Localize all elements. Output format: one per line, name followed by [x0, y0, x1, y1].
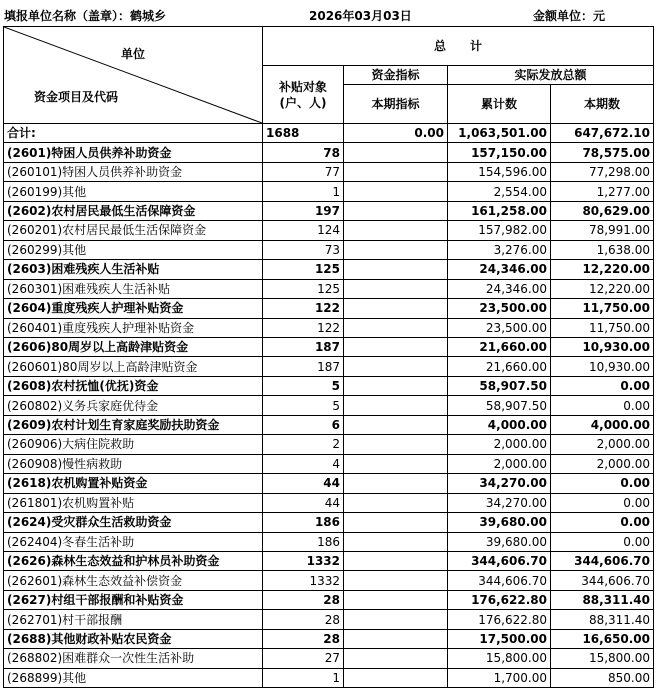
- fund-item-cell: (260908)慢性病救助: [4, 454, 263, 473]
- period-amount-cell: 10,930.00: [551, 357, 654, 376]
- beneficiaries-cell: 186: [263, 513, 344, 532]
- table-row: [4, 415, 654, 434]
- fund-item-cell: (262404)冬春生活补助: [4, 532, 263, 551]
- beneficiaries-cell: 186: [263, 532, 344, 551]
- beneficiaries-cell: 77: [263, 162, 344, 181]
- fund-item-cell: (260199)其他: [4, 182, 263, 201]
- period-amount-cell: 0.00: [551, 376, 654, 395]
- fund-item-cell: (260299)其他: [4, 240, 263, 259]
- fund-item-cell: (2603)困难残疾人生活补贴: [4, 260, 263, 279]
- period-index-cell: [344, 201, 448, 220]
- period-amount-cell: 850.00: [551, 668, 654, 687]
- report-header: [0, 0, 656, 26]
- cumulative-cell: 157,150.00: [448, 143, 551, 162]
- table-row: [4, 143, 654, 162]
- corner-project-label: 资金项目及代码: [34, 90, 119, 104]
- fund-item-cell: (260301)困难残疾人生活补贴: [4, 279, 263, 298]
- period-amount-cell: 12,220.00: [551, 279, 654, 298]
- period-index-cell: [344, 668, 448, 687]
- cumulative-cell: 4,000.00: [448, 415, 551, 434]
- currency-unit: 金额单位：元: [533, 9, 606, 23]
- cumulative-cell: 21,660.00: [448, 337, 551, 356]
- beneficiaries-cell: 78: [263, 143, 344, 162]
- beneficiaries-cell: 1: [263, 182, 344, 201]
- cumulative-cell: 58,907.50: [448, 396, 551, 415]
- period-amount-cell: 344,606.70: [551, 571, 654, 590]
- fund-item-cell: (2608)农村抚恤(优抚)资金: [4, 376, 263, 395]
- cumulative-cell: 3,276.00: [448, 240, 551, 259]
- table-row: [4, 532, 654, 551]
- beneficiaries-cell: 28: [263, 590, 344, 609]
- table-row: [4, 260, 654, 279]
- fund-item-cell: (2627)村组干部报酬和补贴资金: [4, 590, 263, 609]
- cumulative-cell: 24,346.00: [448, 260, 551, 279]
- fund-item-cell: (2618)农机购置补贴资金: [4, 474, 263, 493]
- cumulative-cell: 344,606.70: [448, 571, 551, 590]
- period-index-cell: [344, 649, 448, 668]
- table-row: [4, 590, 654, 609]
- fund-item-cell: (2602)农村居民最低生活保障资金: [4, 201, 263, 220]
- table-row: [4, 513, 654, 532]
- table-row: [4, 221, 654, 240]
- period-amount-cell: 0.00: [551, 493, 654, 512]
- cumulative-cell: 2,000.00: [448, 435, 551, 454]
- period-amount-cell: 2,000.00: [551, 435, 654, 454]
- total-group-header: 总 计: [263, 27, 654, 66]
- total-index: 0.00: [344, 124, 448, 143]
- beneficiaries-cell: 44: [263, 474, 344, 493]
- fund-item-cell: (260401)重度残疾人护理补贴资金: [4, 318, 263, 337]
- period-amount-cell: 1,638.00: [551, 240, 654, 259]
- fund-item-cell: (2606)80周岁以上高龄津贴资金: [4, 337, 263, 356]
- period-index-cell: [344, 260, 448, 279]
- table-row: [4, 201, 654, 220]
- actual-amount-header: 实际发放总额: [448, 66, 654, 85]
- beneficiaries-cell: 2: [263, 435, 344, 454]
- total-beneficiaries: 1688: [263, 124, 344, 143]
- cumulative-cell: 344,606.70: [448, 551, 551, 570]
- beneficiaries-cell: 28: [263, 610, 344, 629]
- period-index-cell: [344, 513, 448, 532]
- period-amount-cell: 15,800.00: [551, 649, 654, 668]
- table-row: [4, 668, 654, 687]
- table-row: [4, 279, 654, 298]
- period-index-cell: [344, 279, 448, 298]
- period-index-cell: [344, 318, 448, 337]
- beneficiaries-cell: 1: [263, 668, 344, 687]
- beneficiaries-cell: 27: [263, 649, 344, 668]
- period-index-cell: [344, 474, 448, 493]
- beneficiaries-cell: 5: [263, 396, 344, 415]
- beneficiaries-cell: 44: [263, 493, 344, 512]
- table-row: [4, 357, 654, 376]
- fund-item-cell: (262601)森林生态效益补偿资金: [4, 571, 263, 590]
- period-index-cell: [344, 590, 448, 609]
- period-amount-cell: 2,000.00: [551, 454, 654, 473]
- table-row: [4, 299, 654, 318]
- period-amount-cell: 344,606.70: [551, 551, 654, 570]
- fund-item-cell: (262701)村干部报酬: [4, 610, 263, 629]
- corner-unit-label: 单位: [120, 47, 145, 61]
- period-amount-cell: 0.00: [551, 532, 654, 551]
- report-date: 2026年03月03日: [309, 9, 412, 23]
- period-amount-cell: 80,629.00: [551, 201, 654, 220]
- fund-item-cell: (260101)特困人员供养补助资金: [4, 162, 263, 181]
- period-amount-cell: 78,575.00: [551, 143, 654, 162]
- period-index-cell: [344, 532, 448, 551]
- beneficiaries-cell: 1332: [263, 551, 344, 570]
- cumulative-cell: 24,346.00: [448, 279, 551, 298]
- beneficiaries-cell: 124: [263, 221, 344, 240]
- fund-index-header: 资金指标: [344, 66, 448, 85]
- period-amount-cell: 11,750.00: [551, 299, 654, 318]
- period-amount-cell: 10,930.00: [551, 337, 654, 356]
- cumulative-cell: 157,982.00: [448, 221, 551, 240]
- cumulative-cell: 2,000.00: [448, 454, 551, 473]
- period-amount-cell: 16,650.00: [551, 629, 654, 648]
- cumulative-cell: 1,700.00: [448, 668, 551, 687]
- period-amount-cell: 0.00: [551, 513, 654, 532]
- beneficiaries-cell: 6: [263, 415, 344, 434]
- period-index-header: 本期指标: [344, 85, 448, 124]
- fund-item-cell: (2601)特困人员供养补助资金: [4, 143, 263, 162]
- beneficiaries-cell: 125: [263, 260, 344, 279]
- cumulative-cell: 39,680.00: [448, 532, 551, 551]
- total-label: 合计:: [4, 124, 263, 143]
- period-index-cell: [344, 376, 448, 395]
- total-cumulative: 1,063,501.00: [448, 124, 551, 143]
- reporting-unit: 填报单位名称（盖章）：鹤城乡: [4, 9, 167, 23]
- table-row: [4, 182, 654, 201]
- period-index-cell: [344, 396, 448, 415]
- cumulative-cell: 23,500.00: [448, 318, 551, 337]
- fund-item-cell: (2609)农村计划生育家庭奖励扶助资金: [4, 415, 263, 434]
- fund-item-cell: (2688)其他财政补贴农民资金: [4, 629, 263, 648]
- period-amount-cell: 78,991.00: [551, 221, 654, 240]
- period-index-cell: [344, 221, 448, 240]
- cumulative-cell: 15,800.00: [448, 649, 551, 668]
- fund-item-cell: (2624)受灾群众生活救助资金: [4, 513, 263, 532]
- cumulative-cell: 154,596.00: [448, 162, 551, 181]
- table-row: [4, 435, 654, 454]
- cumulative-cell: 161,258.00: [448, 201, 551, 220]
- table-row: [4, 162, 654, 181]
- cumulative-cell: 23,500.00: [448, 299, 551, 318]
- fund-item-cell: (268802)困难群众一次性生活补助: [4, 649, 263, 668]
- period-index-cell: [344, 143, 448, 162]
- period-amount-cell: 11,750.00: [551, 318, 654, 337]
- fund-item-cell: (260201)农村居民最低生活保障资金: [4, 221, 263, 240]
- cumulative-cell: 39,680.00: [448, 513, 551, 532]
- period-amount-cell: 88,311.40: [551, 590, 654, 609]
- cumulative-cell: 176,622.80: [448, 610, 551, 629]
- beneficiaries-cell: 4: [263, 454, 344, 473]
- cumulative-cell: 58,907.50: [448, 376, 551, 395]
- table-row: [4, 454, 654, 473]
- beneficiaries-cell: 187: [263, 357, 344, 376]
- beneficiaries-header: 补贴对象(户、人): [263, 66, 344, 124]
- period-index-cell: [344, 610, 448, 629]
- table-row: [4, 474, 654, 493]
- period-amount-cell: 4,000.00: [551, 415, 654, 434]
- cumulative-cell: 176,622.80: [448, 590, 551, 609]
- period-index-cell: [344, 415, 448, 434]
- cumulative-cell: 34,270.00: [448, 493, 551, 512]
- subsidy-report-table: [3, 26, 654, 688]
- cumulative-cell: 17,500.00: [448, 629, 551, 648]
- table-row: [4, 649, 654, 668]
- fund-item-cell: (261801)农机购置补贴: [4, 493, 263, 512]
- cumulative-cell: 34,270.00: [448, 474, 551, 493]
- table-row: [4, 571, 654, 590]
- total-row: [4, 124, 654, 143]
- cumulative-cell: 21,660.00: [448, 357, 551, 376]
- table-row: [4, 493, 654, 512]
- diagonal-line: [4, 27, 262, 123]
- period-index-cell: [344, 571, 448, 590]
- period-amount-cell: 88,311.40: [551, 610, 654, 629]
- cumulative-cell: 2,554.00: [448, 182, 551, 201]
- beneficiaries-cell: 197: [263, 201, 344, 220]
- beneficiaries-cell: 28: [263, 629, 344, 648]
- beneficiaries-cell: 122: [263, 299, 344, 318]
- fund-item-cell: (260802)义务兵家庭优待金: [4, 396, 263, 415]
- period-amount-cell: 0.00: [551, 396, 654, 415]
- table-row: [4, 240, 654, 259]
- period-index-cell: [344, 357, 448, 376]
- corner-header-cell: [4, 27, 263, 124]
- table-row: [4, 610, 654, 629]
- beneficiaries-cell: 122: [263, 318, 344, 337]
- period-amount-header: 本期数: [551, 85, 654, 124]
- table-row: [4, 318, 654, 337]
- table-row: [4, 551, 654, 570]
- fund-item-cell: (2604)重度残疾人护理补贴资金: [4, 299, 263, 318]
- period-amount-cell: 12,220.00: [551, 260, 654, 279]
- beneficiaries-cell: 187: [263, 337, 344, 356]
- table-row: [4, 337, 654, 356]
- fund-item-cell: (260906)大病住院救助: [4, 435, 263, 454]
- fund-item-cell: (268899)其他: [4, 668, 263, 687]
- beneficiaries-cell: 125: [263, 279, 344, 298]
- beneficiaries-cell: 1332: [263, 571, 344, 590]
- table-row: [4, 629, 654, 648]
- period-index-cell: [344, 454, 448, 473]
- period-amount-cell: 0.00: [551, 474, 654, 493]
- period-index-cell: [344, 629, 448, 648]
- period-index-cell: [344, 162, 448, 181]
- period-index-cell: [344, 551, 448, 570]
- period-index-cell: [344, 435, 448, 454]
- period-amount-cell: 77,298.00: [551, 162, 654, 181]
- period-index-cell: [344, 337, 448, 356]
- period-index-cell: [344, 182, 448, 201]
- period-index-cell: [344, 493, 448, 512]
- cumulative-header: 累计数: [448, 85, 551, 124]
- period-index-cell: [344, 240, 448, 259]
- period-amount-cell: 1,277.00: [551, 182, 654, 201]
- fund-item-cell: (260601)80周岁以上高龄津贴资金: [4, 357, 263, 376]
- table-row: [4, 396, 654, 415]
- beneficiaries-cell: 5: [263, 376, 344, 395]
- total-period: 647,672.10: [551, 124, 654, 143]
- period-index-cell: [344, 299, 448, 318]
- fund-item-cell: (2626)森林生态效益和护林员补助资金: [4, 551, 263, 570]
- beneficiaries-cell: 73: [263, 240, 344, 259]
- table-row: [4, 376, 654, 395]
